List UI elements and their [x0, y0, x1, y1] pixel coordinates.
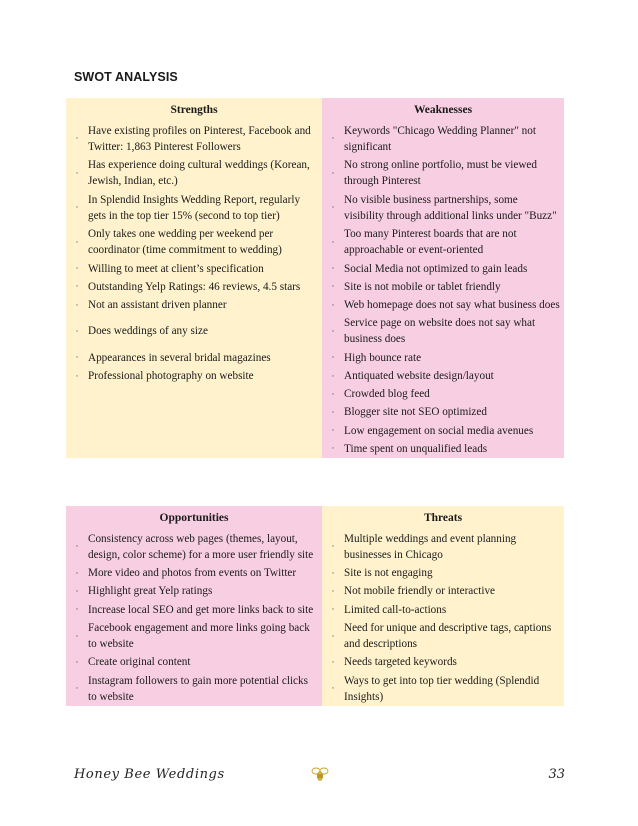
- bullet: ·: [322, 422, 344, 440]
- bullet: ·: [322, 191, 344, 225]
- strengths-item: Willing to meet at client’s specification: [88, 260, 322, 278]
- table-row: [66, 403, 564, 421]
- table-row: [66, 122, 564, 156]
- weaknesses-item: High bounce rate: [344, 349, 564, 367]
- swot-table-top: [66, 98, 564, 458]
- table-row: [66, 619, 564, 653]
- page-title: SWOT ANALYSIS: [74, 70, 178, 84]
- table-row: [66, 225, 564, 259]
- strengths-empty-cell: [88, 422, 322, 440]
- weaknesses-item: Keywords "Chicago Wedding Planner" not significant: [344, 122, 564, 156]
- bullet: ·: [66, 296, 88, 314]
- table-row: [66, 582, 564, 600]
- strengths-empty-cell: [88, 440, 322, 458]
- table-row: [66, 260, 564, 278]
- weaknesses-item: Web homepage does not say what business does: [344, 296, 564, 314]
- weaknesses-item: Antiquated website design/layout: [344, 367, 564, 385]
- bullet: ·: [66, 225, 88, 259]
- bullet: ·: [66, 314, 88, 348]
- table-row: [66, 564, 564, 582]
- bullet: ·: [66, 278, 88, 296]
- bullet: ·: [322, 653, 344, 671]
- bullet: ·: [322, 367, 344, 385]
- bullet: ·: [66, 672, 88, 706]
- bullet: ·: [322, 156, 344, 190]
- threats-item: Needs targeted keywords: [344, 653, 564, 671]
- bullet: ·: [66, 582, 88, 600]
- bullet: ·: [322, 672, 344, 706]
- bullet: ·: [66, 122, 88, 156]
- weaknesses-item: Crowded blog feed: [344, 385, 564, 403]
- table-row: [66, 385, 564, 403]
- swot-table-bottom: [66, 506, 564, 706]
- bullet: ·: [322, 403, 344, 421]
- table-row: [66, 440, 564, 458]
- weaknesses-item: Too many Pinterest boards that are not approachable or event-oriented: [344, 225, 564, 259]
- bullet: [66, 422, 88, 440]
- opportunities-item: Highlight great Yelp ratings: [88, 582, 322, 600]
- weaknesses-item: Low engagement on social media avenues: [344, 422, 564, 440]
- bullet: ·: [66, 653, 88, 671]
- bullet: ·: [322, 601, 344, 619]
- strengths-empty-cell: [88, 385, 322, 403]
- threats-heading: Threats: [322, 506, 564, 530]
- bullet: ·: [322, 225, 344, 259]
- weaknesses-item: No visible business partnerships, some visibility through additional links under "Buzz": [344, 191, 564, 225]
- bullet: ·: [322, 260, 344, 278]
- bullet: [66, 440, 88, 458]
- bullet: ·: [322, 122, 344, 156]
- strengths-item: In Splendid Insights Wedding Report, regularly gets in the top tier 15% (second to top tier): [88, 191, 322, 225]
- bullet: ·: [322, 530, 344, 564]
- bullet: ·: [322, 296, 344, 314]
- footer-company-name: Honey Bee Weddings: [74, 767, 225, 782]
- page-number: 33: [548, 767, 565, 782]
- threats-item: Site is not engaging: [344, 564, 564, 582]
- threats-item: Multiple weddings and event planning businesses in Chicago: [344, 530, 564, 564]
- weaknesses-item: Service page on website does not say what business does: [344, 314, 564, 348]
- bullet: ·: [66, 260, 88, 278]
- table-row: [66, 367, 564, 385]
- bullet: ·: [322, 278, 344, 296]
- bullet: ·: [66, 601, 88, 619]
- bullet: ·: [322, 564, 344, 582]
- bullet: ·: [66, 564, 88, 582]
- table-row: [66, 422, 564, 440]
- weaknesses-item: Blogger site not SEO optimized: [344, 403, 564, 421]
- threats-item: Need for unique and descriptive tags, captions and descriptions: [344, 619, 564, 653]
- strengths-item: Only takes one wedding per weekend per coordinator (time commitment to wedding): [88, 225, 322, 259]
- bullet: [66, 385, 88, 403]
- bee-icon: [310, 766, 330, 782]
- table-row: [66, 191, 564, 225]
- weaknesses-item: Time spent on unqualified leads: [344, 440, 564, 458]
- bullet: ·: [66, 156, 88, 190]
- table-row: [66, 530, 564, 564]
- strengths-heading: Strengths: [66, 98, 322, 122]
- strengths-item: Not an assistant driven planner: [88, 296, 322, 314]
- bullet: ·: [322, 619, 344, 653]
- table-row: [66, 278, 564, 296]
- bullet: ·: [322, 385, 344, 403]
- table-row: [66, 349, 564, 367]
- opportunities-heading: Opportunities: [66, 506, 322, 530]
- strengths-item: Have existing profiles on Pinterest, Facebook and Twitter: 1,863 Pinterest Followers: [88, 122, 322, 156]
- bullet: ·: [66, 367, 88, 385]
- table-row: [66, 314, 564, 348]
- bullet: ·: [66, 349, 88, 367]
- strengths-empty-cell: [88, 403, 322, 421]
- strengths-item: Outstanding Yelp Ratings: 46 reviews, 4.5 stars: [88, 278, 322, 296]
- table-row: [66, 601, 564, 619]
- opportunities-item: Increase local SEO and get more links back to site: [88, 601, 322, 619]
- weaknesses-item: No strong online portfolio, must be viewed through Pinterest: [344, 156, 564, 190]
- threats-item: Ways to get into top tier wedding (Splendid Insights): [344, 672, 564, 706]
- strengths-item: Professional photography on website: [88, 367, 322, 385]
- opportunities-item: Create original content: [88, 653, 322, 671]
- table-row: [66, 653, 564, 671]
- threats-item: Not mobile friendly or interactive: [344, 582, 564, 600]
- table-row: [66, 156, 564, 190]
- opportunities-item: Consistency across web pages (themes, layout, design, color scheme) for a more user friendly site: [88, 530, 322, 564]
- table-row: [66, 296, 564, 314]
- strengths-item: Does weddings of any size: [88, 314, 322, 348]
- opportunities-item: More video and photos from events on Twitter: [88, 564, 322, 582]
- weaknesses-heading: Weaknesses: [322, 98, 564, 122]
- opportunities-item: Facebook engagement and more links going back to website: [88, 619, 322, 653]
- bullet: ·: [322, 314, 344, 348]
- weaknesses-item: Social Media not optimized to gain leads: [344, 260, 564, 278]
- bullet: [66, 403, 88, 421]
- weaknesses-item: Site is not mobile or tablet friendly: [344, 278, 564, 296]
- bullet: ·: [322, 582, 344, 600]
- bullet: ·: [66, 619, 88, 653]
- table-row: [66, 672, 564, 706]
- bullet: ·: [66, 530, 88, 564]
- bullet: ·: [322, 349, 344, 367]
- strengths-item: Has experience doing cultural weddings (Korean, Jewish, Indian, etc.): [88, 156, 322, 190]
- bullet: ·: [322, 440, 344, 458]
- bullet: ·: [66, 191, 88, 225]
- strengths-item: Appearances in several bridal magazines: [88, 349, 322, 367]
- threats-item: Limited call-to-actions: [344, 601, 564, 619]
- opportunities-item: Instagram followers to gain more potential clicks to website: [88, 672, 322, 706]
